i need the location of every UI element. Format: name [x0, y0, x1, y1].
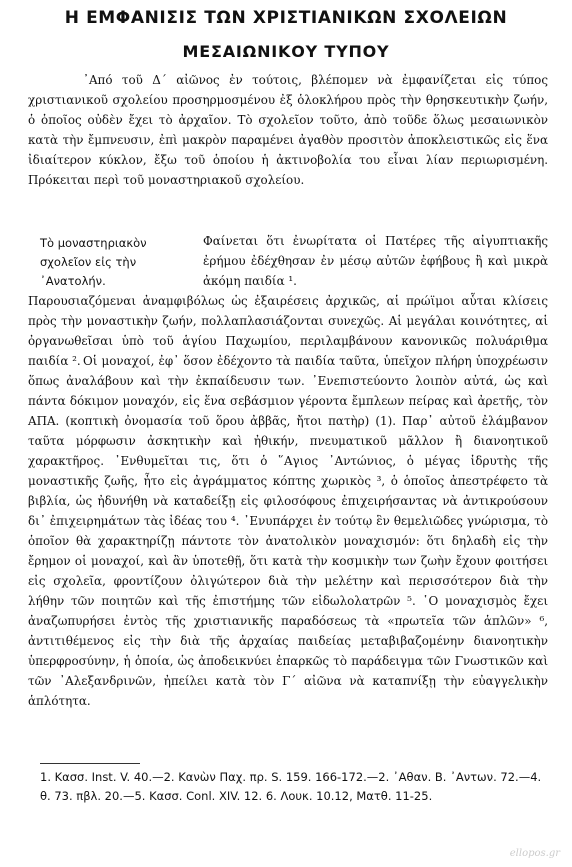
side-heading: Τὸ μοναστηριακὸν σχολεῖον εἰς τὴν ᾿Ανατολήν.	[40, 236, 147, 288]
page-subtitle: ΜΕΣΑΙΩΝΙΚΟΥ ΤΥΠΟΥ	[182, 42, 390, 61]
paragraph-2	[28, 231, 548, 371]
footnotes: 1. Κασσ. Inst. V. 40.—2. Κανὼν Παχ. πρ. S. 159. 166-172.—2. ᾿Αθαν. Β. ᾿Αντων. 72.—4. θ. 73. πβλ. 20.—5. Κασσ. Conl. XIV. 12. 6. Λουκ. 10.12, Ματθ. 11-25.	[40, 770, 542, 803]
paragraph-2-rest: Παρουσιαζόμεναι ἀναμφιβόλως ὡς ἐξαιρέσεις ἀρχικῶς, αἱ πρώϊμοι αὗται κλίσεις πρὸς τὴν μοναστικὴν ζωήν, πολλαπλασιάζονται συνεχῶς. Αἱ μεγάλαι κοινότητες, αἱ ὀργανωθεῖσαι ὑπὸ τοῦ ἁγίου Παχωμίου, περιλαμβάνουν κανονικῶς πολυάριθμα παιδία ².	[28, 294, 548, 368]
paragraph-1: ᾿Από τοῦ Δ´ αἰῶνος ἐν τούτοις, βλέπομεν νὰ ἐμφανίζεται εἰς τύπος χριστιανικοῦ σχολείου προσηρμοσμένου ἐξ ὁλοκλήρου πρὸς τὴν θρησκευτικὴν ζωήν, ὁ ὁποῖος οὐδὲν ἔχει τὸ ἀρχαῖον. Τὸ σχολεῖον τοῦτο, ἀπὸ τοῦδε ὅλως μεσαιωνικὸν κατὰ τὴν ἔμπνευσιν, ἐπὶ μακρὸν παραμένει ἀγαθὸν προσιτὸν ἀποκλειστικῶς εἰς ἕνα ἰδιαίτερον κύκλον, ἔξω τοῦ ὁποίου ἡ ἀκτινοβολία του εἶναι λίαν περιωρισμένη. Πρόκειται περὶ τοῦ μοναστηριακοῦ σχολείου.	[28, 73, 548, 187]
page-title: Η ΕΜΦΑΝΙΣΙΣ ΤΩΝ ΧΡΙΣΤΙΑΝΙΚΩΝ ΣΧΟΛΕΙΩΝ	[64, 8, 508, 28]
paragraph-3: Οἱ μοναχοί, ἐφ᾿ ὅσον ἐδέχοντο τὰ παιδία ταῦτα, ὑπεῖχον πλήρη ὑποχρέωσιν ὅπως ἀναλάβουν καὶ τὴν ἐκπαίδευσιν των. ᾿Ενεπιστεύοντο λοιπὸν αὐτά, ὡς καὶ πάντα δόκιμον μοναχόν, εἰς ἕνα σεβάσμιον γέροντα ἔμπλεων πείρας καὶ ἀρετῆς, τὸν ΑΠΑ. (κοπτικὴ ὀνομασία τοῦ ὅρου ἀββᾶς, ἤτοι πατὴρ) (1). Παρ᾿ αὐτοῦ ἐλάμβανον ταῦτα μόρφωσιν ἀσκητικὴν καὶ ἠθικήν, πνευματικοῦ μᾶλλον ἢ διανοητικοῦ χαρακτῆρος. ᾿Ενθυμεῖται τις, ὅτι ὁ ῞Αγιος ᾿Αντώνιος, ὁ μέγας ἱδρυτὴς τῆς μοναστικῆς ζωῆς, ἦτο εἰς ἀγράμματος κόπτης χωρικὸς ³, ὁ ὁποῖος ἀπεστρέφετο τὰ βιβλία, ὡς ἠδυνήθη νὰ καταδείξῃ εἰς φιλοσόφους ἐπιχειρήσαντας νὰ ἀντικρούσουν δι᾿ ἐπιχειρημάτων τὰς ἰδέας του ⁴. ᾿Ενυπάρχει ἐν τούτῳ ἓν θεμελιῶδες γνώρισμα, τὸ ὁποῖον θὰ χαρακτηρίζῃ πάντοτε τὸν ἀνατολικὸν μοναχισμόν: ὅτι δηλαδὴ εἰς τὴν ἔρημον οἱ μοναχοί, καὶ ἂν ὑποτεθῇ, ὅτι κατὰ τὴν κοσμικὴν των ζωὴν ἔχουν φοιτήσει εἰς σχολεῖα, φροντίζουν ὀλιγώτερον διὰ τὴν μελέτην καὶ περισσότερον διὰ τὴν λήθην τῶν ποιητῶν καὶ τῆς ἐπιστήμης τῶν εἰδωλολατρῶν ⁵. ῾Ο μοναχισμὸς ἔχει ἀναζωπυρήσει ἐντὸς τῆς χριστιανικῆς παραδόσεως τὰ «πρωτεῖα τῶν ἁπλῶν» ⁶, ἀντιτιθέμενος εἰς τὴν διὰ τῆς ἀρχαίας παιδείας μεταβιβαζομένην διανοητικὴν ὑπερφροσύνην, ἡ ὁποία, ὡς ἀποδεικνύει ἐπαρκῶς τὸ παράδειγμα τῶν Γνωστικῶν καὶ τῶν ᾿Αλεξανδρινῶν, ἠπείλει κατὰ τὸν Γ´ αἰῶνα νὰ καταπνίξῃ τὴν εὐαγγελικὴν ἁπλότητα.	[28, 354, 548, 708]
paragraph-2-first: Φαίνεται ὅτι ἐνωρίτατα οἱ Πατέρες τῆς αἰγυπτιακῆς ἐρήμου ἐδέχθησαν ἐν μέσῳ αὐτῶν ἐφήβους ἢ καὶ μικρὰ ἀκόμη παιδία ¹.	[203, 234, 548, 288]
footnote-rule	[40, 763, 140, 764]
watermark-logo: ellopos.gr	[509, 848, 560, 859]
